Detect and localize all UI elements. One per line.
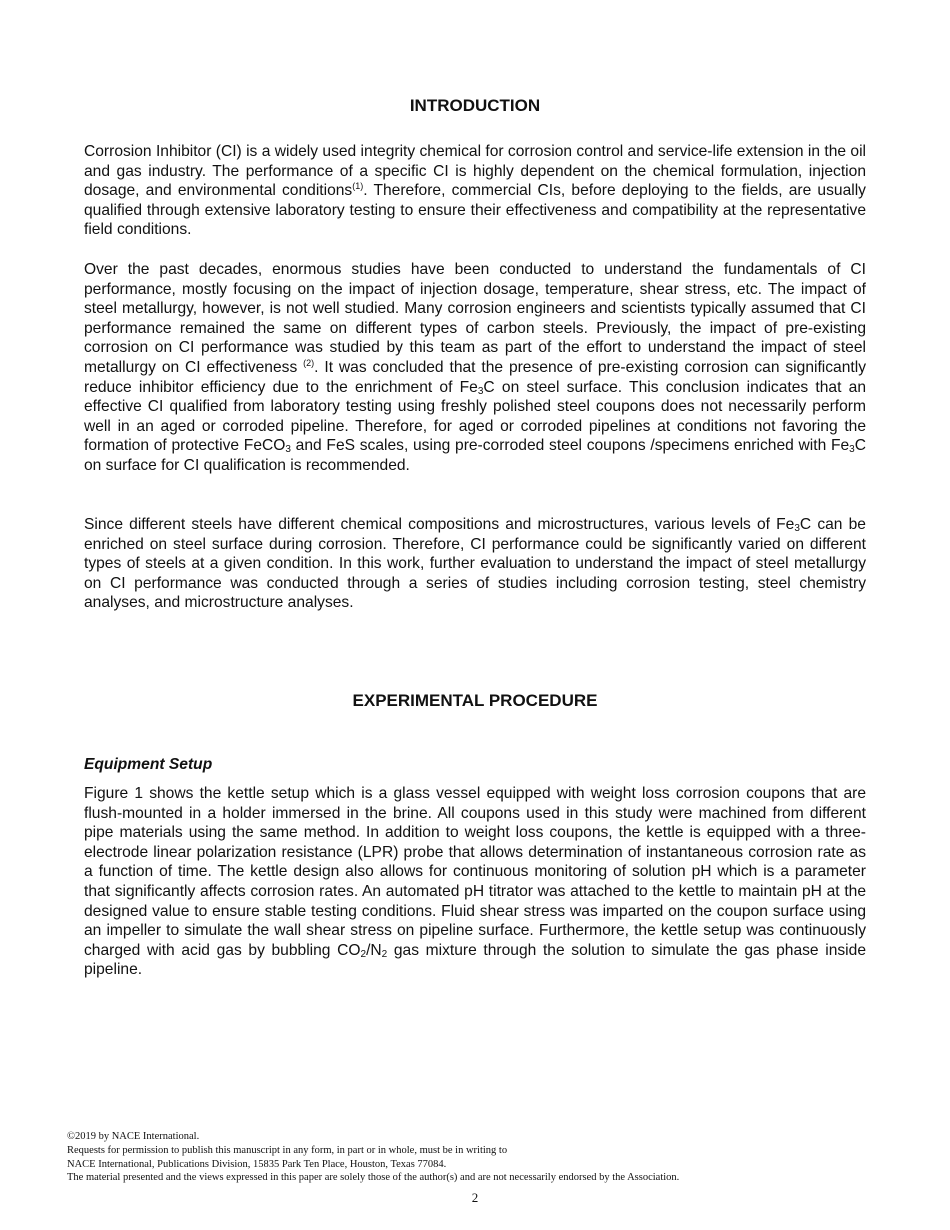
text-run: Figure 1 shows the kettle setup which is a glass vessel equipped with weight loss corrosion coupons that are flush-mounted in a holder immersed in the brine. All coupons used in this study were machined from different pipe materials using the same method. In addition to weight loss coupons, the kettle is equipped with a three-electrode linear polarization resistance (LPR) probe that allows determination of instantaneous corrosion rate as a function of time. The kettle design also allows for continuous monitoring of solution pH which is a parameter that significantly affects corrosion rates. An automated pH titrator was attached to the kettle to maintain pH at the designed value to ensure stable testing conditions. Fluid shear stress was imparted on the coupon surface using an impeller to simulate the wall shear stress on pipeline surface. Furthermore, the kettle setup was continuously charged with acid gas by bubbling CO xyxy=(84,785,866,959)
text-run: . Therefore, commercial CIs, before deploying to the fields, are usually qualified through extensive laboratory testing to ensure their effectiveness and compatibility at the representative field conditions. xyxy=(84,182,866,239)
equipment-setup-subheading: Equipment Setup xyxy=(84,756,213,773)
subscript: 3 xyxy=(849,444,855,456)
text-run: C can be enriched on steel surface during corrosion. Therefore, CI performance could be significantly varied on different types of steels at a given condition. In this work, further evaluation to understand the impact of steel metallurgy on CI performance was conducted through a series of studies including corrosion testing, steel chemistry analyses, and microstructure analyses. xyxy=(84,516,866,612)
introduction-heading: INTRODUCTION xyxy=(409,96,541,115)
subscript: 2 xyxy=(381,948,388,960)
text-run: . It was concluded that the presence of pre-existing corrosion can significantly reduce inhibitor efficiency due to the enrichment of Fe xyxy=(84,358,866,396)
subscript: 3 xyxy=(477,385,484,397)
citation-reference: (2) xyxy=(303,357,315,368)
text-run: gas mixture through the solution to simulate the gas phase inside pipeline. xyxy=(84,941,866,979)
footer-copyright-line: ©2019 by NACE International. xyxy=(67,1131,200,1142)
text-run: C on steel surface. This conclusion indicates that an effective CI qualified from laboratory testing using freshly polished steel coupons does not necessarily perform well in an aged or corroded pipeline. Therefore, for aged or corroded pipelines at conditions not favoring the formation of protective FeCO xyxy=(84,378,866,455)
copyright-footer xyxy=(67,1130,887,1185)
footer-address-line: NACE International, Publications Division, 15835 Park Ten Place, Houston, Texas 77084. xyxy=(67,1158,447,1170)
citation-reference: (1) xyxy=(352,181,364,192)
subscript: 3 xyxy=(285,444,291,456)
subscript: 2 xyxy=(360,948,367,960)
footer-disclaimer-line: The material presented and the views expressed in this paper are solely those of the author(s) and are not necessarily endorsed by the Association. xyxy=(67,1172,680,1184)
text-run: /N xyxy=(366,941,382,959)
footer-permission-line: Requests for permission to publish this manuscript in any form, in part or in whole, must be in writing to xyxy=(67,1144,508,1156)
experimental-procedure-heading: EXPERIMENTAL PROCEDURE xyxy=(352,691,598,710)
text-run: and FeS scales, using pre-corroded steel coupons /specimens enriched with Fe xyxy=(290,437,850,455)
text-run: Corrosion Inhibitor (CI) is a widely used integrity chemical for corrosion control and service-life extension in the oil and gas industry. The performance of a specific CI is highly dependent on the chemical formulation, injection dosage, and environmental conditions xyxy=(84,143,866,200)
equipment-setup-paragraph xyxy=(84,784,866,980)
subscript: 3 xyxy=(794,523,800,534)
introduction-paragraph-3 xyxy=(84,515,866,613)
introduction-paragraph-1 xyxy=(84,142,866,240)
page-number: 2 xyxy=(471,1190,479,1205)
text-run: C on surface for CI qualification is recommended. xyxy=(84,437,866,474)
introduction-paragraph-2 xyxy=(84,260,866,476)
text-run: Over the past decades, enormous studies have been conducted to understand the fundamentals of CI performance, mostly focusing on the impact of injection dosage, temperature, shear stress, etc. The impact of steel metallurgy, however, is not well studied. Many corrosion engineers and scientists typically assumed that CI performance remained the same on different types of carbon steels. Previously, the impact of pre-existing corrosion on CI performance was studied by this team as part of the effort to understand the impact of steel metallurgy on CI effectiveness xyxy=(84,261,866,376)
text-run: Since different steels have different chemical compositions and microstructures, various levels of Fe xyxy=(84,516,795,533)
